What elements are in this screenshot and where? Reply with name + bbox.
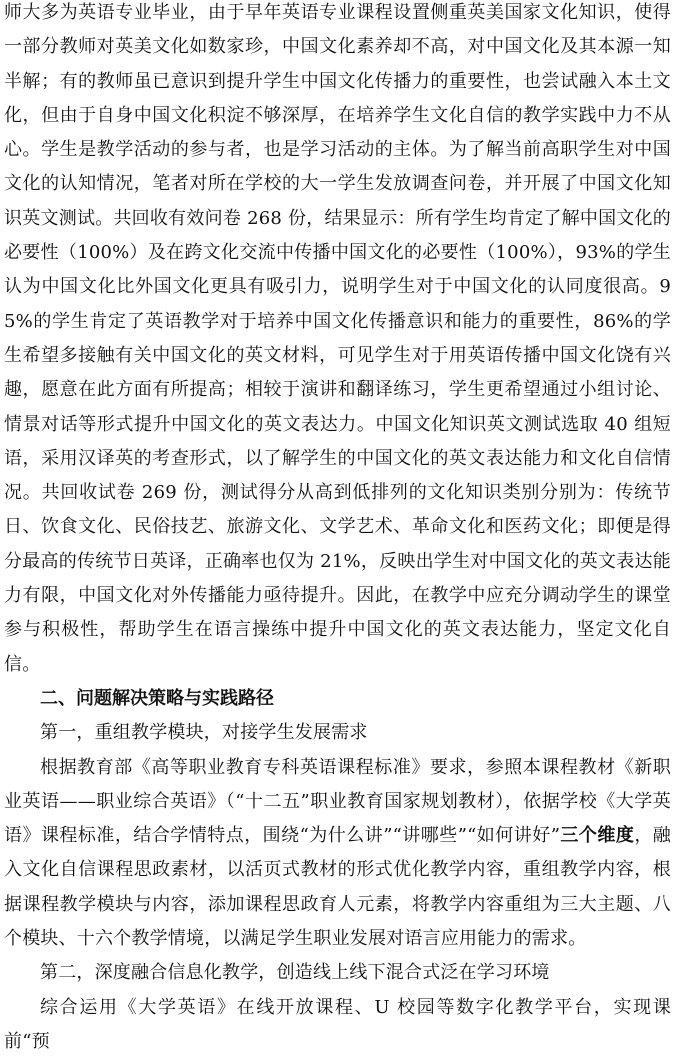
subheading-teaching-modules: 第一，重组教学模块，对接学生发展需求 xyxy=(40,722,368,744)
body-paragraph-survey: 师大多为英语专业毕业，由于早年英语专业课程设置侧重英美国家文化知识，使得一部分教师对英美文化如数家珍，中国文化素养却不高，对中国文化及其本源一知半解；有的教师虽已意识到提升学生中国文化传播力的重要性，也尝试融入本土文化，但由于自身中国文化积淀不够深厚，在培养学生文化自信的教学实践中力不从心。学生是教学活动的参与者，也是学习活动的主体。为了解当前高职学生对中国文化的认知情况，笔者对所在学校的大一学生发放调查问卷，并开展了中国文化知识英文测试。共回收有效问卷 268 份，结果显示：所有学生均肯定了解中国文化的必要性（100%）及在跨文化交流中传播中国文化的必要性（100%），93%的学生认为中国文化比外国文化更具有吸引力，说明学生对于中国文化的认同度很高。95%的学生肯定了英语教学对于培养中国文化传播意识和能力的重要性，86%的学生希望多接触有关中国文化的英文材料，可见学生对于用英语传播中国文化饶有兴趣，愿意在此方面有所提高；相较于演讲和翻译练习，学生更希望通过小组讨论、情景对话等形式提升中国文化的英文表达力。中国文化知识英文测试选取 40 组短语，采用汉译英的考查形式，以了解学生的中国文化的英文表达能力和文化自信情况。共回收试卷 269 份，测试得分从高到低排列的文化知识类别分别为：传统节日、饮食文化、民俗技艺、旅游文化、文学艺术、革命文化和医药文化；即便是得分最高的传统节日英译，正确率也仅为 21%，反映出学生对中国文化的英文表达能力有限，中国文化对外传播能力亟待提升。因此，在教学中应充分调动学生的课堂参与积极性，帮助学生在语言操练中提升中国文化的英文表达能力，坚定文化自信。 xyxy=(4,2,671,675)
body-paragraph-modules xyxy=(4,751,671,957)
paragraph-text-part-2: ，融入文化自信课程思政素材，以活页式教材的形式优化教学内容，重组教学内容，根据课程教学模块与内容，添加课程思政育人元素，将教学内容重组为三大主题、八个模块、十六个教学情境，以满足学生职业发展对语言应用能力的需求。 xyxy=(4,825,671,950)
body-paragraph-platforms: 综合运用《大学英语》在线开放课程、U 校园等数字化教学平台，实现课前“预 xyxy=(4,996,671,1052)
section-heading-strategies: 二、问题解决策略与实践路径 xyxy=(40,687,274,709)
paragraph-text-part-1: 根据教育部《高等职业教育专科英语课程标准》要求，参照本课程教材《新职业英语——职业综合英语》（“十二五”职业教育国家规划教材），依据学校《大学英语》课程标准，结合学情特点，围绕“为什么讲”“讲哪些”“如何讲好” xyxy=(4,756,671,847)
subheading-blended-learning: 第二，深度融合信息化教学，创造线上线下混合式泛在学习环境 xyxy=(40,962,550,984)
bold-emphasis: 三个维度 xyxy=(560,825,635,847)
